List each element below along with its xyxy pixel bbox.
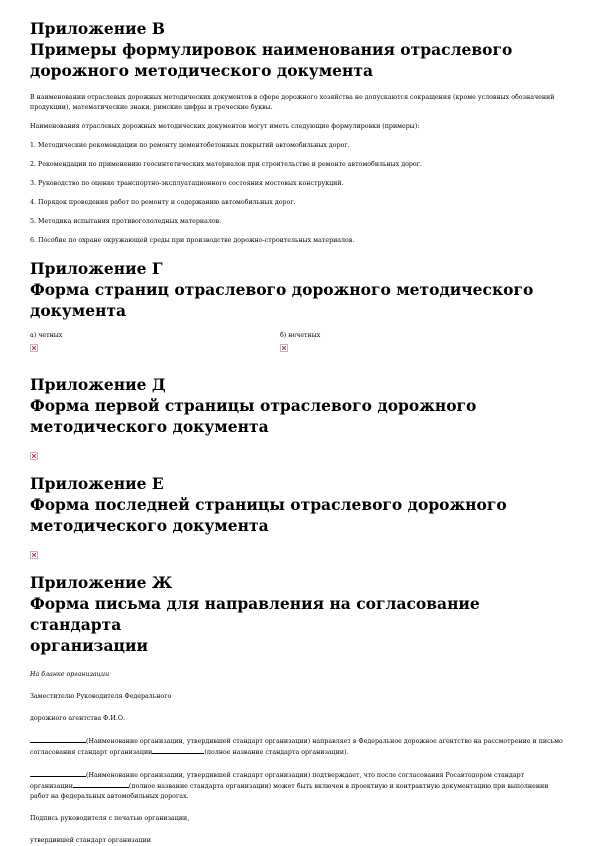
blank-line (30, 736, 86, 743)
appendix-v-title: Приложение В (30, 19, 165, 38)
broken-image-icon (30, 452, 38, 460)
page-form-captions (30, 331, 565, 355)
appendix-v-paragraph-1: В наименовании отраслевых дорожных методических документов в сфере дорожного хозяйства не допускаются сокращения (кроме условных обозначений продукции), математические знаки, римские цифры и греческие буквы. (30, 94, 555, 111)
appendix-v-paragraph-2: Наименования отраслевых дорожных методических документов могут иметь следующие формулировки (примеры): (30, 123, 420, 130)
list-item: 1. Методические рекомендации по ремонту цементобетонных покрытий автомобильных дорог. (30, 142, 350, 149)
appendix-zh-subtitle-line-2: организации (30, 636, 148, 655)
signature-line-1: Подпись руководителя с печатью организации, (30, 815, 190, 822)
appendix-v-subtitle-line-2: дорожного методического документа (30, 61, 374, 80)
letter-paragraph-2 (30, 770, 565, 802)
broken-image-icon (30, 551, 38, 559)
appendix-zh-subtitle-line-1: Форма письма для направления на согласование стандарта (30, 594, 480, 634)
letter-paragraph-1-text-a: (Наименование организации, утвердившей стандарт организации) направляет в Федеральное дорожное агентство на рассмотрение и письмо согласования стандарт организации (30, 738, 563, 756)
letter-paragraph-1-text-b: (полное название стандарта организации). (204, 749, 349, 756)
caption-even: а) четных (30, 332, 63, 339)
appendix-e-title: Приложение Е (30, 474, 164, 493)
appendix-zh-title: Приложение Ж (30, 573, 173, 592)
letter-paragraph-2-text-b: (полное название стандарта организации) может быть включен в проектную и контрактную документацию при выполнении работ на федеральных автомобильных дорогах. (30, 783, 549, 800)
last-page-form-image (30, 544, 565, 556)
broken-image-icon (280, 344, 288, 352)
even-page-form (30, 331, 280, 355)
appendix-g-title: Приложение Г (30, 259, 163, 278)
odd-page-form (280, 331, 530, 355)
appendix-g-subtitle-line-2: документа (30, 301, 127, 320)
caption-odd: б) нечетных (280, 332, 321, 339)
appendix-e-subtitle-line-2: методического документа (30, 516, 269, 535)
list-item: 6. Пособие по охране окружающей среды при производстве дорожно-строительных материалов. (30, 237, 355, 244)
blank-line (152, 747, 204, 754)
first-page-form-image (30, 445, 565, 457)
appendix-d-subtitle-line-1: Форма первой страницы отраслевого дорожного (30, 396, 477, 415)
list-item: 3. Руководство по оценке транспортно-эксплуатационного состояния мостовых конструкций. (30, 180, 344, 187)
appendix-v (30, 18, 565, 246)
addressee-line-2: дорожного агентства Ф.И.О. (30, 715, 126, 722)
appendix-d (30, 374, 565, 457)
list-item: 5. Методика испытания противогололедных материалов. (30, 218, 222, 225)
addressee-line-1: Заместителю Руководителя Федерального (30, 693, 172, 700)
appendix-e-subtitle-line-1: Форма последней страницы отраслевого дорожного (30, 495, 507, 514)
appendix-e (30, 473, 565, 556)
letterhead-note: На бланке организации (30, 671, 110, 678)
list-item: 2. Рекомендации по применению геосинтетических материалов при строительстве и ремонте автомобильных дорог. (30, 161, 423, 168)
list-item: 4. Порядок проведения работ по ремонту и содержанию автомобильных дорог. (30, 199, 296, 206)
appendix-d-title: Приложение Д (30, 375, 166, 394)
appendix-d-subtitle-line-2: методического документа (30, 417, 269, 436)
broken-image-icon (30, 344, 38, 352)
letter-paragraph-1 (30, 736, 565, 758)
appendix-g (30, 258, 565, 369)
appendix-v-subtitle-line-1: Примеры формулировок наименования отраслевого (30, 40, 513, 59)
appendix-g-subtitle-line-1: Форма страниц отраслевого дорожного методического (30, 280, 534, 299)
signature-line-2: утвердившей стандарт организации (30, 837, 151, 844)
blank-line (30, 770, 86, 777)
letter-paragraph-2-text-a: (Наименование организации, утвердившей стандарт организации) подтверждает, что после согласования Росавтодором стандарт организации (30, 772, 525, 790)
blank-line (73, 781, 129, 788)
appendix-zh (30, 572, 565, 846)
